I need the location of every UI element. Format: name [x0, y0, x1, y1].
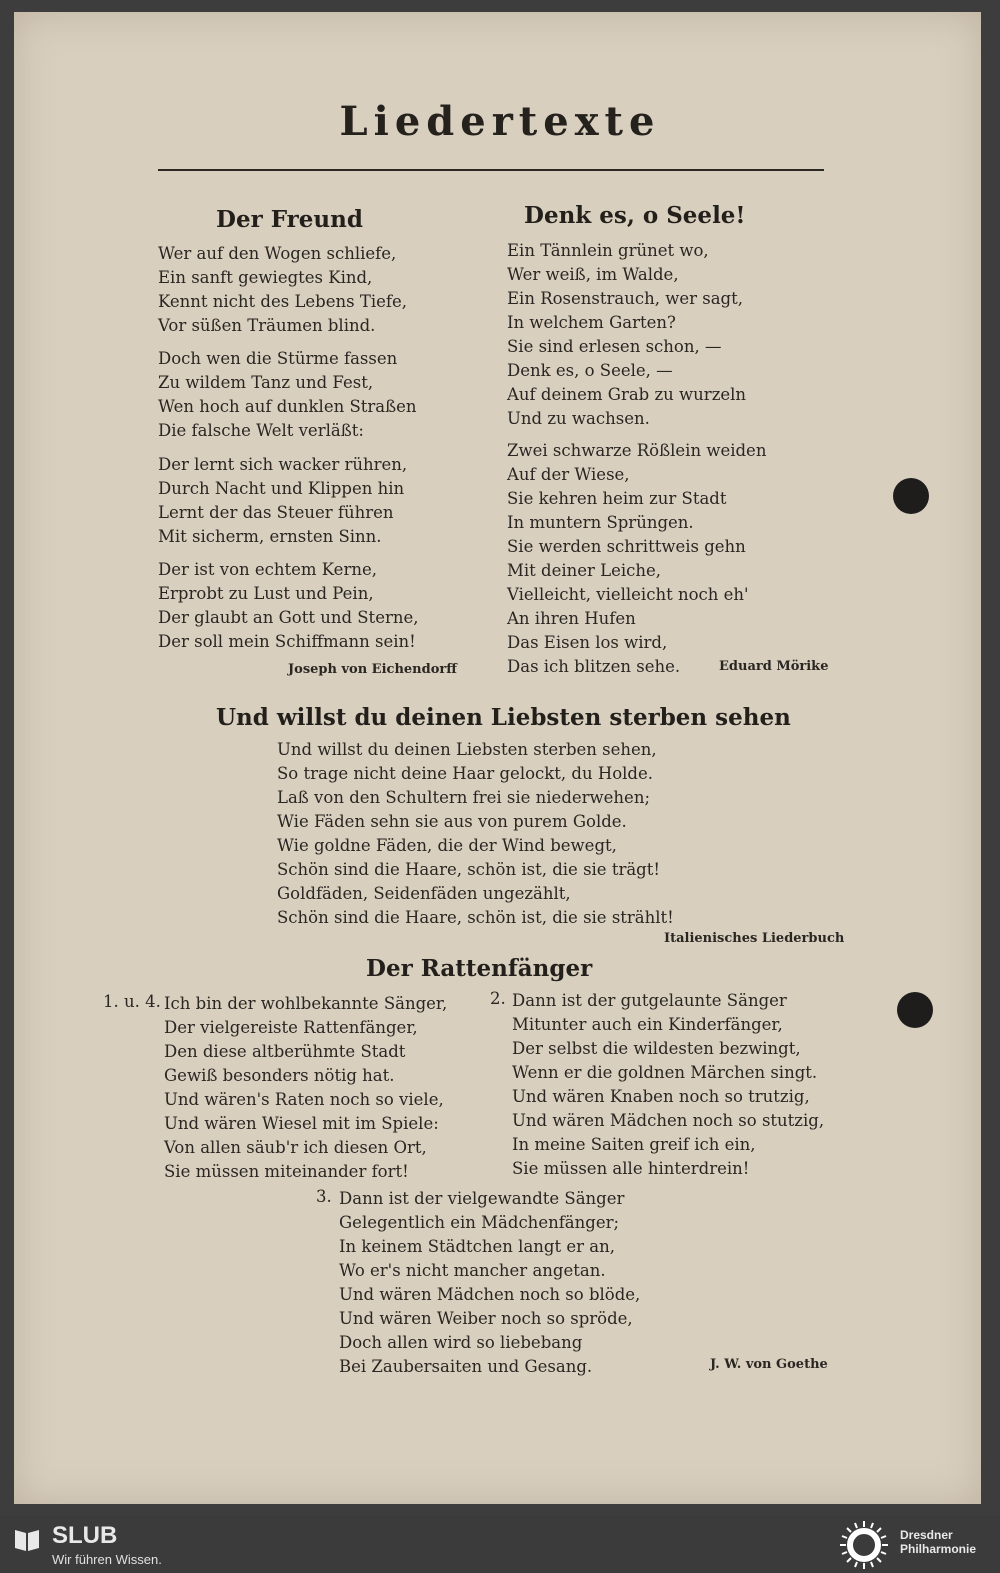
dresdner-philharmonie-logo-icon[interactable]	[838, 1519, 890, 1571]
poem-line: Das Eisen los wird,	[507, 633, 668, 652]
poem-line: Wo er's nicht mancher angetan.	[339, 1261, 606, 1280]
poem-line: Und wären Weiber noch so spröde,	[339, 1309, 633, 1328]
poem-line: Der soll mein Schiffmann sein!	[158, 632, 416, 651]
poem-line: Vielleicht, vielleicht noch eh'	[507, 585, 749, 604]
poem-stanza	[158, 558, 418, 654]
poem-stanza	[507, 239, 746, 431]
poem-line: Schön sind die Haare, schön ist, die sie strählt!	[277, 908, 674, 927]
poem-line: Wen hoch auf dunklen Straßen	[158, 397, 417, 416]
poem-title: Und willst du deinen Liebsten sterben sehen	[216, 704, 791, 731]
poem-line: Mit deiner Leiche,	[507, 561, 662, 580]
poem-line: Goldfäden, Seidenfäden ungezählt,	[277, 884, 571, 903]
poem-line: In muntern Sprüngen.	[507, 513, 694, 532]
punch-hole	[893, 478, 929, 514]
poem-line: An ihren Hufen	[507, 609, 636, 628]
punch-hole	[897, 992, 933, 1028]
poem-stanza	[339, 1187, 640, 1379]
library-name[interactable]: SLUB	[52, 1522, 118, 1549]
poem-line: Durch Nacht und Klippen hin	[158, 479, 405, 498]
poem-author: J. W. von Goethe	[710, 1357, 828, 1372]
poem-line: Den diese altberühmte Stadt	[164, 1042, 406, 1061]
poem-line: Das ich blitzen sehe.	[507, 657, 681, 676]
poem-line: Wie goldne Fäden, die der Wind bewegt,	[277, 836, 617, 855]
poem-line: Ein sanft gewiegtes Kind,	[158, 268, 373, 287]
poem-line: Zwei schwarze Rößlein weiden	[507, 441, 767, 460]
poem-line: Und zu wachsen.	[507, 409, 650, 428]
poem-stanza	[158, 453, 407, 549]
poem-stanza	[507, 439, 766, 679]
poem-author: Eduard Mörike	[719, 659, 829, 674]
poem-line: Vor süßen Träumen blind.	[158, 316, 376, 335]
poem-line: Der lernt sich wacker rühren,	[158, 455, 408, 474]
poem-line: In keinem Städtchen langt er an,	[339, 1237, 615, 1256]
poem-line: Auf deinem Grab zu wurzeln	[507, 385, 747, 404]
poem-line: So trage nicht deine Haar gelockt, du Holde.	[277, 764, 653, 783]
poem-line: Doch allen wird so liebebang	[339, 1333, 583, 1352]
poem-author: Joseph von Eichendorff	[288, 662, 457, 677]
poem-line: Der vielgereiste Rattenfänger,	[164, 1018, 418, 1037]
viewer-footer	[0, 1516, 1000, 1573]
poem-line: Und wären Wiesel mit im Spiele:	[164, 1114, 439, 1133]
partner-name[interactable]: Dresdner Philharmonie	[900, 1528, 977, 1556]
poem-line: Sie werden schrittweis gehn	[507, 537, 746, 556]
poem-title: Der Freund	[216, 206, 363, 233]
poem-line: Lernt der das Steuer führen	[158, 503, 394, 522]
slub-logo-icon[interactable]	[12, 1524, 42, 1554]
poem-line: Bei Zaubersaiten und Gesang.	[339, 1357, 593, 1376]
poem-stanza	[158, 347, 417, 443]
poem-line: Und wären's Raten noch so viele,	[164, 1090, 444, 1109]
poem-line: Der glaubt an Gott und Sterne,	[158, 608, 419, 627]
poem-title: Denk es, o Seele!	[524, 202, 746, 229]
poem-line: Sie müssen miteinander fort!	[164, 1162, 409, 1181]
poem-line: Schön sind die Haare, schön ist, die sie trägt!	[277, 860, 660, 879]
poem-line: Mit sicherm, ernsten Sinn.	[158, 527, 382, 546]
poem-line: Wer auf den Wogen schliefe,	[158, 244, 397, 263]
poem-line: Mitunter auch ein Kinderfänger,	[512, 1015, 783, 1034]
poem-line: Sie sind erlesen schon, —	[507, 337, 722, 356]
poem-line: In meine Saiten greif ich ein,	[512, 1135, 756, 1154]
verse-number: 2.	[490, 989, 506, 1008]
poem-stanza	[158, 242, 407, 338]
poem-line: Wer weiß, im Walde,	[507, 265, 679, 284]
poem-line: Laß von den Schultern frei sie niederwehen;	[277, 788, 650, 807]
poem-line: Sie müssen alle hinterdrein!	[512, 1159, 750, 1178]
page-title: Liedertexte	[339, 98, 661, 145]
poem-line: Der selbst die wildesten bezwingt,	[512, 1039, 801, 1058]
verse-number: 1. u. 4.	[103, 992, 161, 1011]
poem-line: In welchem Garten?	[507, 313, 676, 332]
poem-line: Und wären Knaben noch so trutzig,	[512, 1087, 810, 1106]
poem-line: Wenn er die goldnen Märchen singt.	[512, 1063, 818, 1082]
poem-line: Zu wildem Tanz und Fest,	[158, 373, 374, 392]
poem-stanza	[164, 992, 447, 1184]
poem-line: Sie kehren heim zur Stadt	[507, 489, 727, 508]
poem-line: Dann ist der gutgelaunte Sänger	[512, 991, 787, 1010]
poem-line: Und willst du deinen Liebsten sterben sehen,	[277, 740, 657, 759]
poem-line: Ich bin der wohlbekannte Sänger,	[164, 994, 448, 1013]
poem-line: Ein Rosenstrauch, wer sagt,	[507, 289, 743, 308]
title-divider	[158, 169, 824, 171]
poem-stanza	[277, 738, 674, 930]
poem-line: Die falsche Welt verläßt:	[158, 421, 364, 440]
verse-number: 3.	[316, 1187, 332, 1206]
poem-line: Doch wen die Stürme fassen	[158, 349, 398, 368]
poem-line: Wie Fäden sehn sie aus von purem Golde.	[277, 812, 627, 831]
poem-line: Kennt nicht des Lebens Tiefe,	[158, 292, 408, 311]
poem-title: Der Rattenfänger	[366, 955, 593, 982]
poem-line: Erprobt zu Lust und Pein,	[158, 584, 374, 603]
poem-line: Gewiß besonders nötig hat.	[164, 1066, 395, 1085]
library-tagline: Wir führen Wissen.	[52, 1552, 162, 1567]
poem-line: Auf der Wiese,	[507, 465, 630, 484]
poem-line: Von allen säub'r ich diesen Ort,	[164, 1138, 427, 1157]
poem-line: Und wären Mädchen noch so blöde,	[339, 1285, 641, 1304]
poem-line: Der ist von echtem Kerne,	[158, 560, 377, 579]
poem-author: Italienisches Liederbuch	[664, 931, 845, 946]
poem-line: Denk es, o Seele, —	[507, 361, 673, 380]
poem-line: Dann ist der vielgewandte Sänger	[339, 1189, 625, 1208]
poem-line: Und wären Mädchen noch so stutzig,	[512, 1111, 825, 1130]
poem-stanza	[512, 989, 824, 1181]
poem-line: Ein Tännlein grünet wo,	[507, 241, 709, 260]
poem-line: Gelegentlich ein Mädchenfänger;	[339, 1213, 620, 1232]
